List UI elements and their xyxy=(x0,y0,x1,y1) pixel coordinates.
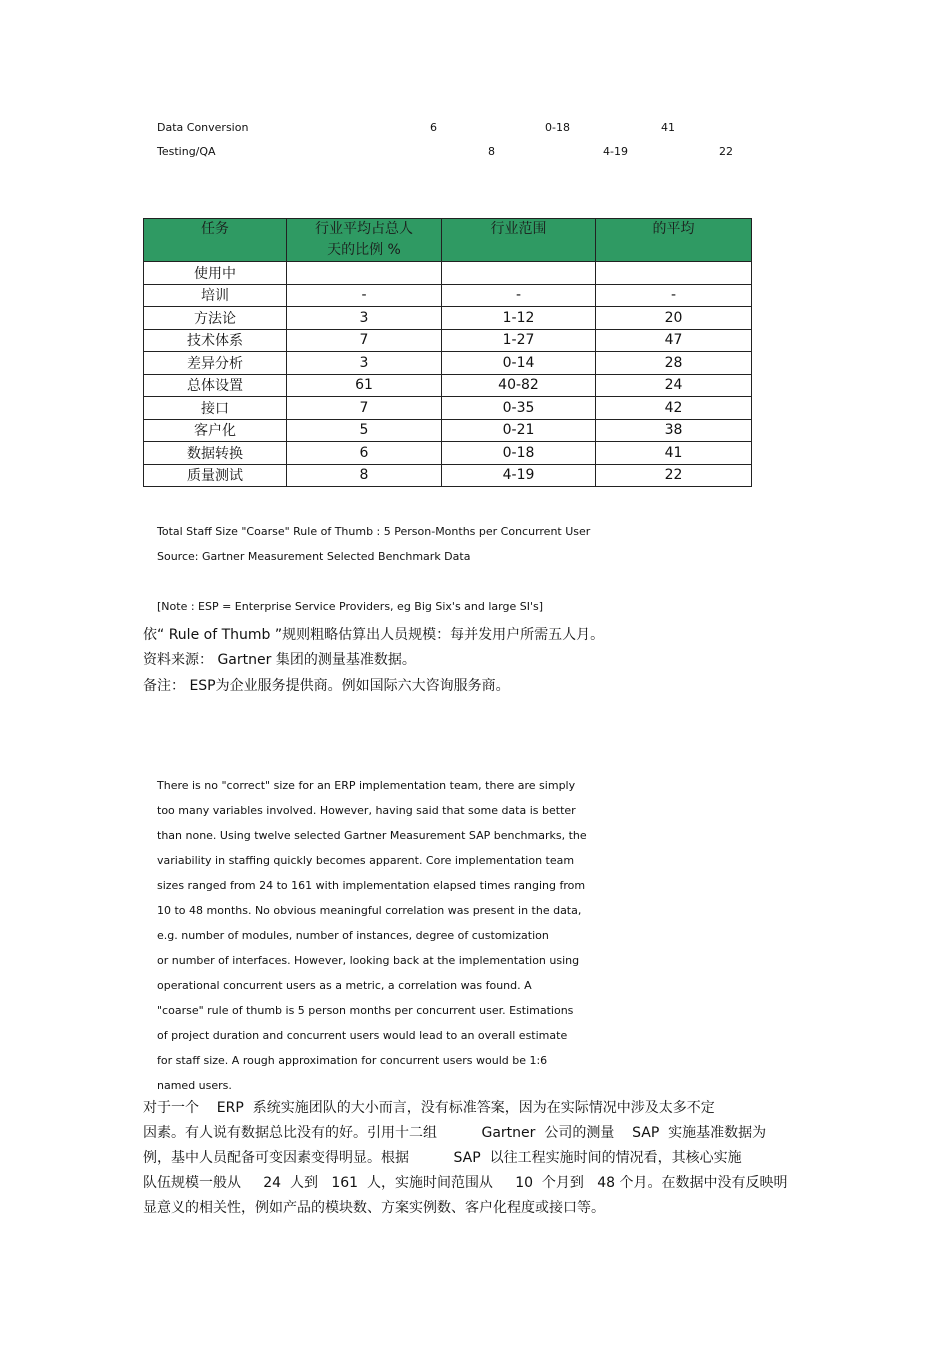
cell-range: - xyxy=(442,284,596,307)
paragraph-line: of project duration and concurrent users would lead to an overall estimate xyxy=(157,1029,568,1042)
cell-task: 技术体系 xyxy=(144,329,287,352)
header-range: 行业范围 xyxy=(442,219,596,262)
note-cn: 备注： ESP为企业服务提供商。例如国际六大咨询服务商。 xyxy=(143,678,510,694)
cell-esp: 41 xyxy=(596,442,752,465)
table-row xyxy=(144,329,752,352)
cell-esp: 47 xyxy=(596,329,752,352)
table-row xyxy=(144,352,752,375)
cell-range: 0-21 xyxy=(442,419,596,442)
cell-task: 数据转换 xyxy=(144,442,287,465)
cell-task: 接口 xyxy=(144,397,287,420)
cell-esp: 20 xyxy=(596,307,752,330)
table-row xyxy=(144,464,752,487)
table-header-row xyxy=(144,219,752,262)
cell-range: 0-14 xyxy=(442,352,596,375)
paragraph-line: named users. xyxy=(157,1079,232,1092)
cell-range: 0-35 xyxy=(442,397,596,420)
cell-esp: 42 xyxy=(596,397,752,420)
paragraph-line: 队伍规模一般从 24 人到 161 人，实施时间范围从 10 个月到 48 个月。在数据中没有反映明 xyxy=(143,1175,788,1191)
cell-avg: 8 xyxy=(287,464,442,487)
header-task: 任务 xyxy=(144,219,287,262)
cell-avg: 7 xyxy=(287,397,442,420)
cell-range: 40-82 xyxy=(442,374,596,397)
paragraph-line: 例，基中人员配备可变因素变得明显。根据 SAP 以往工程实施时间的情况看，其核心实施 xyxy=(143,1150,742,1166)
cell-range: 1-12 xyxy=(442,307,596,330)
cell-esp: - xyxy=(596,284,752,307)
table-row xyxy=(144,442,752,465)
cell-range: 1-27 xyxy=(442,329,596,352)
paragraph-line: There is no "correct" size for an ERP implementation team, there are simply xyxy=(157,779,576,792)
row-avg: 8 xyxy=(488,145,495,158)
table-row xyxy=(144,262,752,285)
paragraph-line: e.g. number of modules, number of instances, degree of customization xyxy=(157,929,549,942)
cell-avg: 3 xyxy=(287,352,442,375)
cell-range xyxy=(442,262,596,285)
cell-avg: - xyxy=(287,284,442,307)
english-paragraph xyxy=(157,773,587,1098)
row-avg: 6 xyxy=(430,121,437,134)
cell-task: 方法论 xyxy=(144,307,287,330)
cell-range: 0-18 xyxy=(442,442,596,465)
cell-avg: 6 xyxy=(287,442,442,465)
table-row xyxy=(144,284,752,307)
row-esp: 41 xyxy=(661,121,675,134)
cell-avg xyxy=(287,262,442,285)
chinese-paragraph xyxy=(143,1096,788,1221)
cell-esp: 38 xyxy=(596,419,752,442)
rule-of-thumb-en: Total Staff Size "Coarse" Rule of Thumb : 5 Person-Months per Concurrent User xyxy=(157,525,591,538)
paragraph-line: 显意义的相关性，例如产品的模块数、方案实例数、客户化程度或接口等。 xyxy=(143,1200,605,1216)
paragraph-line: sizes ranged from 24 to 161 with implementation elapsed times ranging from xyxy=(157,879,586,892)
cell-esp: 22 xyxy=(596,464,752,487)
cell-task: 培训 xyxy=(144,284,287,307)
row-range: 0-18 xyxy=(545,121,570,134)
paragraph-line: 对于一个 ERP 系统实施团队的大小而言，没有标准答案，因为在实际情况中涉及太多不定 xyxy=(143,1100,715,1116)
header-avg: 行业平均占总人 天的比例 % xyxy=(287,219,442,262)
table-row xyxy=(144,374,752,397)
cell-esp: 28 xyxy=(596,352,752,375)
row-esp: 22 xyxy=(719,145,733,158)
table-row xyxy=(144,419,752,442)
staffing-table xyxy=(143,218,752,487)
cell-range: 4-19 xyxy=(442,464,596,487)
paragraph-line: than none. Using twelve selected Gartner Measurement SAP benchmarks, the xyxy=(157,829,587,842)
cell-avg: 5 xyxy=(287,419,442,442)
paragraph-line: or number of interfaces. However, looking back at the implementation using xyxy=(157,954,580,967)
row-task: Data Conversion xyxy=(157,121,249,134)
rule-of-thumb-cn: 依“ Rule of Thumb ”规则粗略估算出人员规模：每并发用户所需五人月。 xyxy=(143,627,605,643)
cell-task: 使用中 xyxy=(144,262,287,285)
row-range: 4-19 xyxy=(603,145,628,158)
cell-avg: 7 xyxy=(287,329,442,352)
cell-esp: 24 xyxy=(596,374,752,397)
cell-task: 差异分析 xyxy=(144,352,287,375)
row-task: Testing/QA xyxy=(157,145,216,158)
paragraph-line: 10 to 48 months. No obvious meaningful correlation was present in the data, xyxy=(157,904,582,917)
table-row xyxy=(144,307,752,330)
paragraph-line: operational concurrent users as a metric, a correlation was found. A xyxy=(157,979,532,992)
source-cn: 资料来源： Gartner 集团的测量基准数据。 xyxy=(143,652,416,668)
source-en: Source: Gartner Measurement Selected Benchmark Data xyxy=(157,550,471,563)
table-row xyxy=(144,397,752,420)
cell-task: 客户化 xyxy=(144,419,287,442)
header-esp: 的平均 xyxy=(596,219,752,262)
cell-task: 总体设置 xyxy=(144,374,287,397)
cell-avg: 61 xyxy=(287,374,442,397)
cell-task: 质量测试 xyxy=(144,464,287,487)
paragraph-line: variability in staffing quickly becomes apparent. Core implementation team xyxy=(157,854,575,867)
cell-esp xyxy=(596,262,752,285)
cell-avg: 3 xyxy=(287,307,442,330)
note-en: [Note : ESP = Enterprise Service Providers, eg Big Six's and large SI's] xyxy=(157,600,544,613)
paragraph-line: 因素。有人说有数据总比没有的好。引用十二组 Gartner 公司的测量 SAP 实施基准数据为 xyxy=(143,1125,767,1141)
paragraph-line: too many variables involved. However, having said that some data is better xyxy=(157,804,576,817)
paragraph-line: for staff size. A rough approximation for concurrent users would be 1:6 xyxy=(157,1054,548,1067)
paragraph-line: "coarse" rule of thumb is 5 person months per concurrent user. Estimations xyxy=(157,1004,574,1017)
